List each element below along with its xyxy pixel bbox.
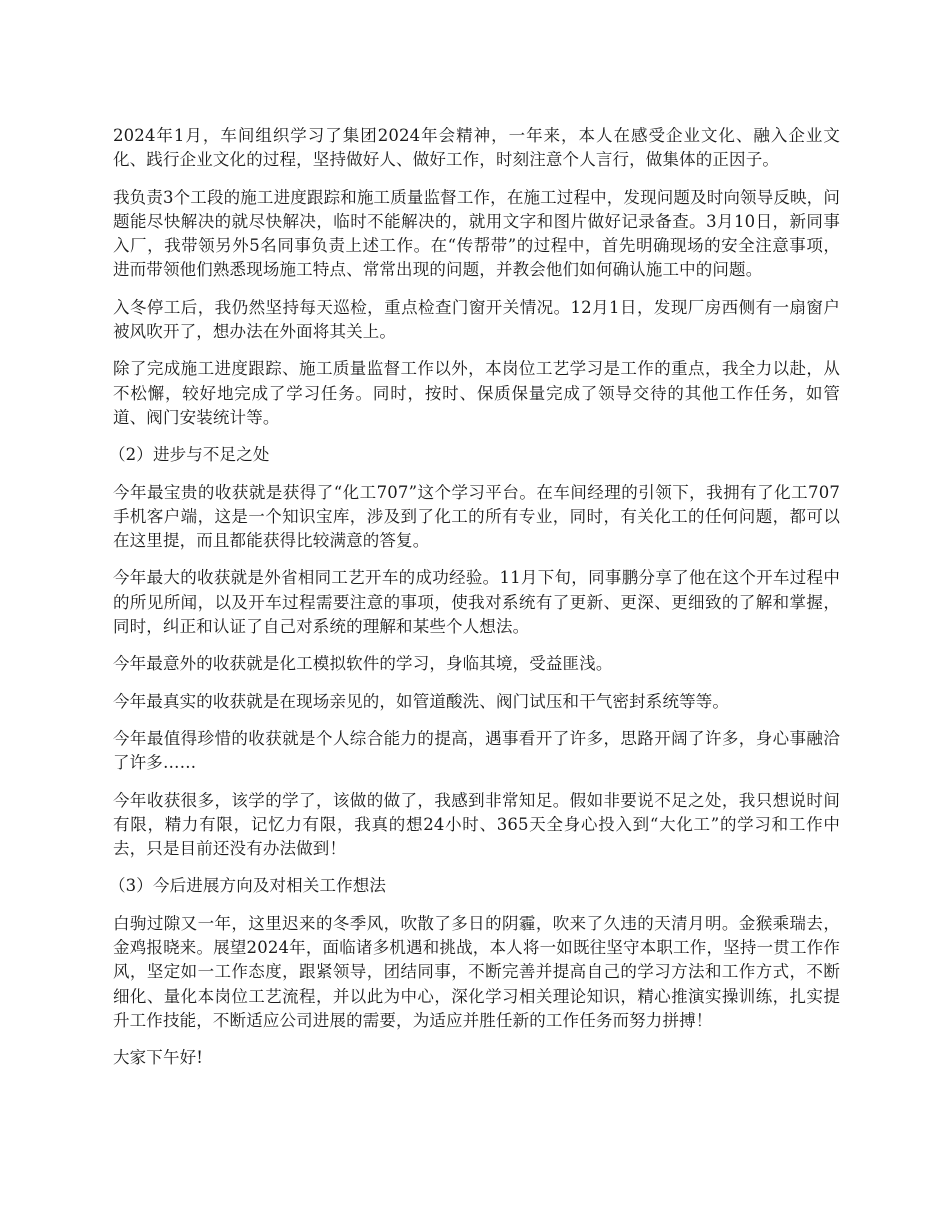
paragraph: 除了完成施工进度跟踪、施工质量监督工作以外，本岗位工艺学习是工作的重点，我全力以赴，从不松懈，较好地完成了学习任务。同时，按时、保质保量完成了领导交待的其他工作任务，如管道、阀门安装统计等。 xyxy=(113,359,840,427)
paragraph: 白驹过隙又一年，这里迟来的冬季风，吹散了多日的阴霾，吹来了久违的天清月明。金猴乘瑞去，金鸡报晓来。展望2024年，面临诸多机遇和挑战，本人将一如既往坚守本职工作，坚持一贯工作作风，坚定如一工作态度，跟紧领导，团结同事，不断完善并提高自己的学习方法和工作方式，不断细化、量化本岗位工艺流程，并以此为中心，深化学习相关理论知识，精心推演实操训练，扎实提升工作技能，不断适应公司进展的需要，为适应并胜任新的工作任务而努力拼搏！ xyxy=(113,913,840,1030)
closing-line: 大家下午好! xyxy=(113,1048,204,1068)
paragraph: 今年最意外的收获就是化工模拟软件的学习，身临其境，受益匪浅。 xyxy=(113,654,613,674)
section-heading: （3）今后进展方向及对相关工作想法 xyxy=(109,876,387,896)
paragraph: 今年最大的收获就是外省相同工艺开车的成功经验。11月下旬，同事鹏分享了他在这个开车过程中的所见所闻，以及开车过程需要注意的事项，使我对系统有了更新、更深、更细致的了解和掌握，同时，纠正和认证了自己对系统的理解和某些个人想法。 xyxy=(113,568,840,637)
paragraph: 今年最宝贵的收获就是获得了“化工707”这个学习平台。在车间经理的引领下，我拥有了化工707手机客户端，这是一个知识宝库，涉及到了化工的所有专业，同时，有关化工的任何问题，都可以在这里提，而且都能获得比较满意的答复。 xyxy=(113,482,840,551)
paragraph: 今年最真实的收获就是在现场亲见的，如管道酸洗、阀门试压和干气密封系统等等。 xyxy=(113,691,730,711)
document-body xyxy=(109,124,841,1084)
paragraph: 入冬停工后，我仍然坚持每天巡检，重点检查门窗开关情况。12月1日，发现厂房西侧有一扇窗户被风吹开了，想办法在外面将其关上。 xyxy=(113,297,840,342)
paragraph: 今年收获很多，该学的学了，该做的做了，我感到非常知足。假如非要说不足之处，我只想说时间有限，精力有限，记忆力有限，我真的想24小时、365天全身心投入到“大化工”的学习和工作中去，只是目前还没有办法做到！ xyxy=(113,790,841,859)
paragraph: 2024年1月，车间组织学习了集团2024年会精神，一年来，本人在感受企业文化、融入企业文化、践行企业文化的过程，坚持做好人、做好工作，时刻注意个人言行，做集体的正因子。 xyxy=(113,126,840,170)
section-heading: （2）进步与不足之处 xyxy=(109,445,270,465)
paragraph: 今年最值得珍惜的收获就是个人综合能力的提高，遇事看开了许多，思路开阔了许多，身心事融洽了许多…… xyxy=(113,728,840,773)
paragraph: 我负责3个工段的施工进度跟踪和施工质量监督工作，在施工过程中，发现问题及时向领导反映，问题能尽快解决的就尽快解决，临时不能解决的，就用文字和图片做好记录备查。3月10日，新同事入厂，我带领另外5名同事负责上述工作。在“传帮带”的过程中，首先明确现场的安全注意事项，进而带领他们熟悉现场施工特点、常常出现的问题，并教会他们如何确认施工中的问题。 xyxy=(113,187,840,280)
